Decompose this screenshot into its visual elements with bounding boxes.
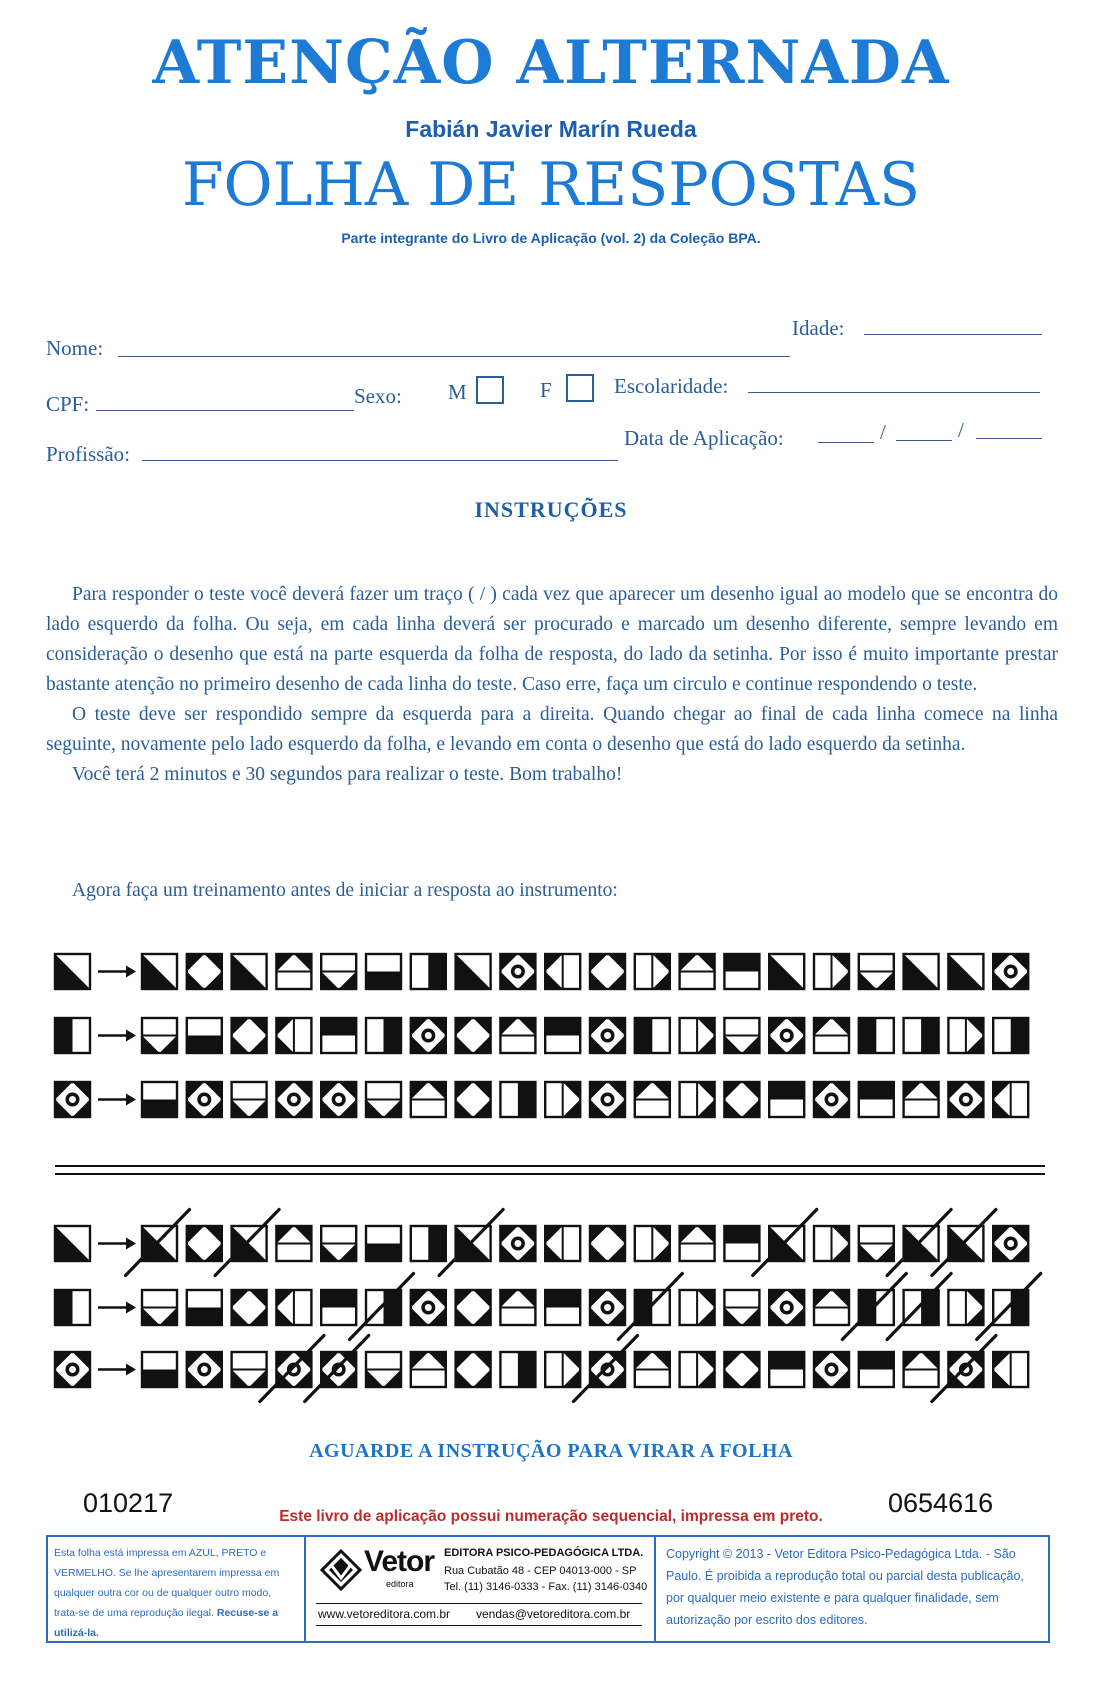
test-symbol[interactable] (724, 1290, 759, 1325)
test-symbol[interactable] (859, 1018, 894, 1053)
test-symbol[interactable] (411, 1018, 446, 1053)
sheet-title: FOLHA DE RESPOSTAS (181, 150, 921, 220)
model-symbol[interactable] (55, 1226, 90, 1261)
test-symbol[interactable] (769, 1226, 804, 1261)
test-symbol[interactable] (769, 1352, 804, 1387)
test-symbol[interactable] (500, 954, 535, 989)
test-symbol[interactable] (411, 954, 446, 989)
test-symbol[interactable] (859, 954, 894, 989)
model-symbol[interactable] (55, 1290, 90, 1325)
test-symbol[interactable] (142, 1226, 177, 1261)
female-label: F (540, 378, 552, 402)
test-symbol[interactable] (769, 1290, 804, 1325)
test-symbol[interactable] (321, 1082, 356, 1117)
test-symbol[interactable] (321, 1226, 356, 1261)
test-symbol[interactable] (635, 1018, 670, 1053)
test-symbol[interactable] (187, 1018, 222, 1053)
instructions-paragraph: O teste deve ser respondido sempre da esquerda para a direita. Quando chegar ao final de cada linha comece na linha seguinte, novamente pelo lado esquerdo da folha, e levando em conta o desenho que está do lado esquerdo da setinha. (46, 704, 1058, 755)
author-name: Fabián Javier Marín Rueda (405, 116, 697, 142)
test-symbol[interactable] (859, 1226, 894, 1261)
test-symbol[interactable] (904, 1290, 939, 1325)
test-symbol[interactable] (814, 1018, 849, 1053)
brand-name: Vetor (364, 1545, 435, 1578)
test-symbol[interactable] (142, 954, 177, 989)
test-symbol[interactable] (948, 1290, 983, 1325)
test-symbol[interactable] (500, 1018, 535, 1053)
test-symbol[interactable] (904, 1018, 939, 1053)
test-symbol[interactable] (500, 1226, 535, 1261)
instructions-title: INSTRUÇÕES (474, 497, 628, 522)
publisher-website[interactable]: www.vetoreditora.com.br (318, 1607, 451, 1621)
test-symbol[interactable] (366, 1352, 401, 1387)
test-symbol[interactable] (456, 1226, 491, 1261)
test-symbol[interactable] (680, 1290, 715, 1325)
test-symbol[interactable] (187, 954, 222, 989)
slash-mark (932, 1336, 996, 1402)
test-symbol[interactable] (590, 1226, 625, 1261)
test-symbol[interactable] (366, 1226, 401, 1261)
test-symbol[interactable] (142, 1018, 177, 1053)
test-symbol[interactable] (814, 1082, 849, 1117)
slash-mark (753, 1210, 817, 1276)
slash-mark (126, 1210, 190, 1276)
test-symbol[interactable] (187, 1226, 222, 1261)
test-symbol[interactable] (724, 1226, 759, 1261)
test-symbol[interactable] (993, 1018, 1028, 1053)
test-symbol[interactable] (993, 1082, 1028, 1117)
test-symbol[interactable] (545, 1290, 580, 1325)
test-symbol[interactable] (635, 1352, 670, 1387)
test-symbol[interactable] (904, 1226, 939, 1261)
cpf-label: CPF: (46, 392, 90, 416)
divider (316, 1625, 642, 1626)
test-symbol[interactable] (187, 1290, 222, 1325)
test-symbol[interactable] (814, 1226, 849, 1261)
age-label: Idade: (792, 316, 845, 340)
practice-note: Agora faça um treinamento antes de iniciar a resposta ao instrumento: (72, 880, 618, 901)
test-symbol[interactable] (545, 1352, 580, 1387)
footer-box (46, 1535, 1050, 1643)
test-symbol[interactable] (232, 1082, 267, 1117)
test-symbol[interactable] (411, 1082, 446, 1117)
test-symbol[interactable] (635, 1082, 670, 1117)
instructions-paragraph: Você terá 2 minutos e 30 segundos para realizar o teste. Bom trabalho! (72, 764, 623, 785)
slash-mark (350, 1274, 414, 1340)
test-symbol[interactable] (904, 954, 939, 989)
test-symbol[interactable] (232, 1018, 267, 1053)
model-symbol[interactable] (55, 1352, 90, 1387)
serial-number-right: 0654616 (888, 1488, 994, 1518)
test-symbol[interactable] (276, 954, 311, 989)
test-symbol[interactable] (276, 1226, 311, 1261)
test-symbol[interactable] (948, 954, 983, 989)
test-symbol[interactable] (814, 954, 849, 989)
test-symbol[interactable] (366, 1018, 401, 1053)
test-symbol[interactable] (545, 1082, 580, 1117)
color-warning-bold: Recuse-se a utilizá-la. (54, 1607, 279, 1639)
test-symbol[interactable] (814, 1352, 849, 1387)
copyright: Copyright © 2013 - Vetor Editora Psico-Pedagógica Ltda. - São Paulo. É proibida a reprodução total ou parcial desta publicação, por qualquer meio existente e para qualquer finalidade, sem autorização por escrito dos editores. (666, 1547, 1024, 1627)
test-symbol[interactable] (142, 1082, 177, 1117)
test-symbol[interactable] (321, 1018, 356, 1053)
arrow-icon (98, 1364, 136, 1376)
test-symbol[interactable] (366, 954, 401, 989)
test-symbol[interactable] (321, 1290, 356, 1325)
test-symbol[interactable] (500, 1352, 535, 1387)
publisher-name: EDITORA PSICO-PEDAGÓGICA LTDA. (444, 1547, 644, 1559)
test-symbol[interactable] (500, 1082, 535, 1117)
test-symbol[interactable] (411, 1226, 446, 1261)
test-symbol[interactable] (590, 954, 625, 989)
test-symbol[interactable] (724, 1352, 759, 1387)
color-warning-text: Esta folha está impressa em AZUL, PRETO e VERMELHO. Se lhe apresentarem impressa em qualquer outra cor ou de qualquer outro modo, trata-se de uma reprodução ilegal. (54, 1547, 280, 1619)
slash-mark (977, 1274, 1041, 1340)
arrow-icon (98, 1094, 136, 1106)
test-symbol[interactable] (276, 1018, 311, 1053)
profession-label: Profissão: (46, 442, 130, 466)
color-warning (48, 1537, 306, 1641)
test-symbol[interactable] (680, 1018, 715, 1053)
test-symbol[interactable] (187, 1352, 222, 1387)
test-symbol[interactable] (456, 1352, 491, 1387)
test-symbol[interactable] (814, 1290, 849, 1325)
test-symbol[interactable] (232, 1352, 267, 1387)
test-symbol[interactable] (635, 1226, 670, 1261)
test-symbol[interactable] (142, 1290, 177, 1325)
arrow-icon (98, 1030, 136, 1042)
publisher-email[interactable]: vendas@vetoreditora.com.br (476, 1607, 631, 1621)
arrow-icon (98, 1302, 136, 1314)
test-symbol[interactable] (276, 1082, 311, 1117)
test-symbol[interactable] (680, 1226, 715, 1261)
test-symbol[interactable] (769, 954, 804, 989)
test-symbol[interactable] (859, 1290, 894, 1325)
test-symbol[interactable] (680, 954, 715, 989)
application-date-label: Data de Aplicação: (624, 426, 784, 450)
date-separator: / (958, 418, 964, 442)
test-symbol[interactable] (948, 1352, 983, 1387)
subtitle: Parte integrante do Livro de Aplicação (vol. 2) da Coleção BPA. (341, 230, 761, 246)
brand-subtitle: editora (386, 1579, 414, 1589)
slash-mark (215, 1210, 279, 1276)
serial-number-left: 010217 (83, 1488, 174, 1518)
test-symbol[interactable] (232, 1226, 267, 1261)
test-symbol[interactable] (680, 1082, 715, 1117)
test-symbol[interactable] (590, 1352, 625, 1387)
test-symbol[interactable] (456, 1290, 491, 1325)
date-separator: / (880, 420, 886, 444)
education-label: Escolaridade: (614, 374, 729, 398)
test-symbol[interactable] (993, 1352, 1028, 1387)
slash-mark (574, 1336, 638, 1402)
test-symbol[interactable] (859, 1082, 894, 1117)
test-symbol[interactable] (769, 1018, 804, 1053)
test-symbol[interactable] (635, 954, 670, 989)
test-symbol[interactable] (590, 1082, 625, 1117)
test-symbol[interactable] (411, 1352, 446, 1387)
divider (316, 1603, 642, 1604)
test-symbol[interactable] (456, 1082, 491, 1117)
test-symbol[interactable] (187, 1082, 222, 1117)
test-symbol[interactable] (545, 954, 580, 989)
test-symbol[interactable] (276, 1290, 311, 1325)
test-symbol[interactable] (366, 1082, 401, 1117)
sequence-notice: Este livro de aplicação possui numeração sequencial, impressa em preto. (279, 1508, 823, 1525)
test-symbol[interactable] (456, 954, 491, 989)
test-symbol[interactable] (993, 954, 1028, 989)
test-symbol[interactable] (680, 1352, 715, 1387)
arrow-icon (98, 966, 136, 978)
male-label: M (448, 380, 467, 404)
test-symbol[interactable] (993, 1290, 1028, 1325)
slash-mark (618, 1274, 682, 1340)
test-symbol[interactable] (232, 1290, 267, 1325)
test-symbol[interactable] (635, 1290, 670, 1325)
publisher-address: Rua Cubatão 48 - CEP 04013-000 - SP (444, 1565, 637, 1577)
model-symbol[interactable] (55, 954, 90, 989)
test-symbol[interactable] (545, 1018, 580, 1053)
model-symbol[interactable] (55, 1018, 90, 1053)
publisher-info (306, 1537, 656, 1641)
test-symbol[interactable] (366, 1290, 401, 1325)
test-symbol[interactable] (321, 954, 356, 989)
test-symbol[interactable] (590, 1018, 625, 1053)
test-symbol[interactable] (321, 1352, 356, 1387)
test-symbol[interactable] (142, 1352, 177, 1387)
slash-mark (439, 1210, 503, 1276)
test-symbol[interactable] (948, 1018, 983, 1053)
test-symbol[interactable] (232, 954, 267, 989)
test-symbol[interactable] (724, 1018, 759, 1053)
test-symbol[interactable] (948, 1226, 983, 1261)
name-label: Nome: (46, 336, 104, 360)
test-symbol[interactable] (724, 954, 759, 989)
wait-instruction: AGUARDE A INSTRUÇÃO PARA VIRAR A FOLHA (309, 1440, 793, 1462)
test-symbol[interactable] (500, 1290, 535, 1325)
test-symbol[interactable] (545, 1226, 580, 1261)
test-title: ATENÇÃO ALTERNADA (152, 28, 950, 98)
arrow-icon (98, 1238, 136, 1250)
test-symbol[interactable] (859, 1352, 894, 1387)
model-symbol[interactable] (55, 1082, 90, 1117)
test-symbol[interactable] (590, 1290, 625, 1325)
vetor-logo-icon (320, 1549, 362, 1591)
test-symbol[interactable] (724, 1082, 759, 1117)
test-symbol[interactable] (993, 1226, 1028, 1261)
test-symbol[interactable] (948, 1082, 983, 1117)
publisher-phone: Tel. (11) 3146-0333 - Fax. (11) 3146-0340 (444, 1581, 648, 1593)
sex-label: Sexo: (354, 384, 402, 408)
test-symbol[interactable] (904, 1352, 939, 1387)
test-symbol[interactable] (411, 1290, 446, 1325)
instructions-paragraph: Para responder o teste você deverá fazer um traço ( / ) cada vez que aparecer um desenho igual ao modelo que se encontra do lado esquerdo da folha. Ou seja, em cada linha deverá ser procurado e marcado um desenho diferente, sempre levando em consideração o desenho que está na parte esquerda da folha de resposta, do lado da setinha. Por isso é muito importante prestar bastante atenção no primeiro desenho de cada linha do teste. Caso erre, faça um circulo e continue respondendo o teste. (46, 584, 1058, 695)
test-symbol[interactable] (456, 1018, 491, 1053)
test-symbol[interactable] (904, 1082, 939, 1117)
test-symbol[interactable] (276, 1352, 311, 1387)
test-symbol[interactable] (769, 1082, 804, 1117)
